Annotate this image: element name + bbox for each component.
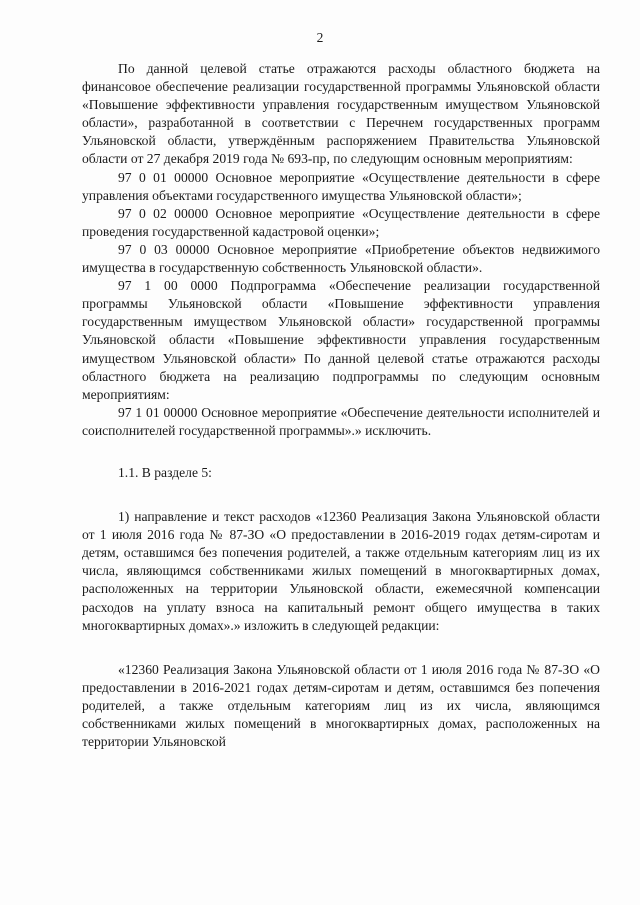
- section-heading: 1.1. В разделе 5:: [118, 464, 212, 480]
- paragraph-measure-sub-01: 97 1 01 00000 Основное мероприятие «Обеспечение деятельности исполнителей и соисполнителей государственной программы».» исключить.: [82, 404, 600, 438]
- spacer: [82, 482, 600, 508]
- paragraph-subprogram: 97 1 00 0000 Подпрограмма «Обеспечение реализации государственной программы Ульяновской области «Повышение эффективности управления государственным имуществом Ульяновской области» государственной программы Ульяновской области «Повышение эффективности управления государственным имуществом Ульяновской области» По данной целевой статье отражаются расходы областного бюджета на реализацию подпрограммы по следующим основным мероприятиям:: [82, 278, 600, 402]
- page-number: 2: [316, 30, 324, 45]
- spacer: [82, 440, 600, 464]
- spacer: [82, 635, 600, 661]
- paragraph-measure-01: 97 0 01 00000 Основное мероприятие «Осуществление деятельности в сфере управления объектами государственного имущества Ульяновской области»;: [82, 169, 600, 203]
- paragraph-intro: По данной целевой статье отражаются расходы областного бюджета на финансовое обеспечение реализации государственной программы Ульяновской области «Повышение эффективности управления государственным имуществом Ульяновской области», разработанной в соответствии с Перечнем государственных программ Ульяновской области, утверждённым распоряжением Правительства Ульяновской области от 27 декабря 2019 года № 693-пр, по следующим основным мероприятиям:: [82, 61, 600, 167]
- paragraph-new-edition: «12360 Реализация Закона Ульяновской области от 1 июля 2016 года № 87-ЗО «О предоставлении в 2016-2021 годах детям-сиротам и детям, оставшимся без попечения родителей, а также отдельным категориям лиц из их числа, являющимся собственниками жилых помещений в многоквартирных домах, расположенных на территории Ульяновской: [82, 661, 600, 750]
- paragraph-item-1: 1) направление и текст расходов «12360 Реализация Закона Ульяновской области от 1 июля 2016 года № 87-ЗО «О предоставлении в 2016-2019 годах детям-сиротам и детям, оставшимся без попечения родителей, а также отдельным категориям лиц из их числа, являющимся собственниками жилых помещений в многоквартирных домах, расположенных на территории Ульяновской области, ежемесячной компенсации расходов на уплату взноса на капитальный ремонт общего имущества в таких многоквартирных домах».» изложить в следующей редакции:: [82, 509, 600, 633]
- paragraph-measure-03: 97 0 03 00000 Основное мероприятие «Приобретение объектов недвижимого имущества в государственную собственность Ульяновской области».: [82, 241, 600, 276]
- paragraph-measure-02: 97 0 02 00000 Основное мероприятие «Осуществление деятельности в сфере проведения государственной кадастровой оценки»;: [82, 205, 600, 239]
- document-body: [82, 60, 600, 751]
